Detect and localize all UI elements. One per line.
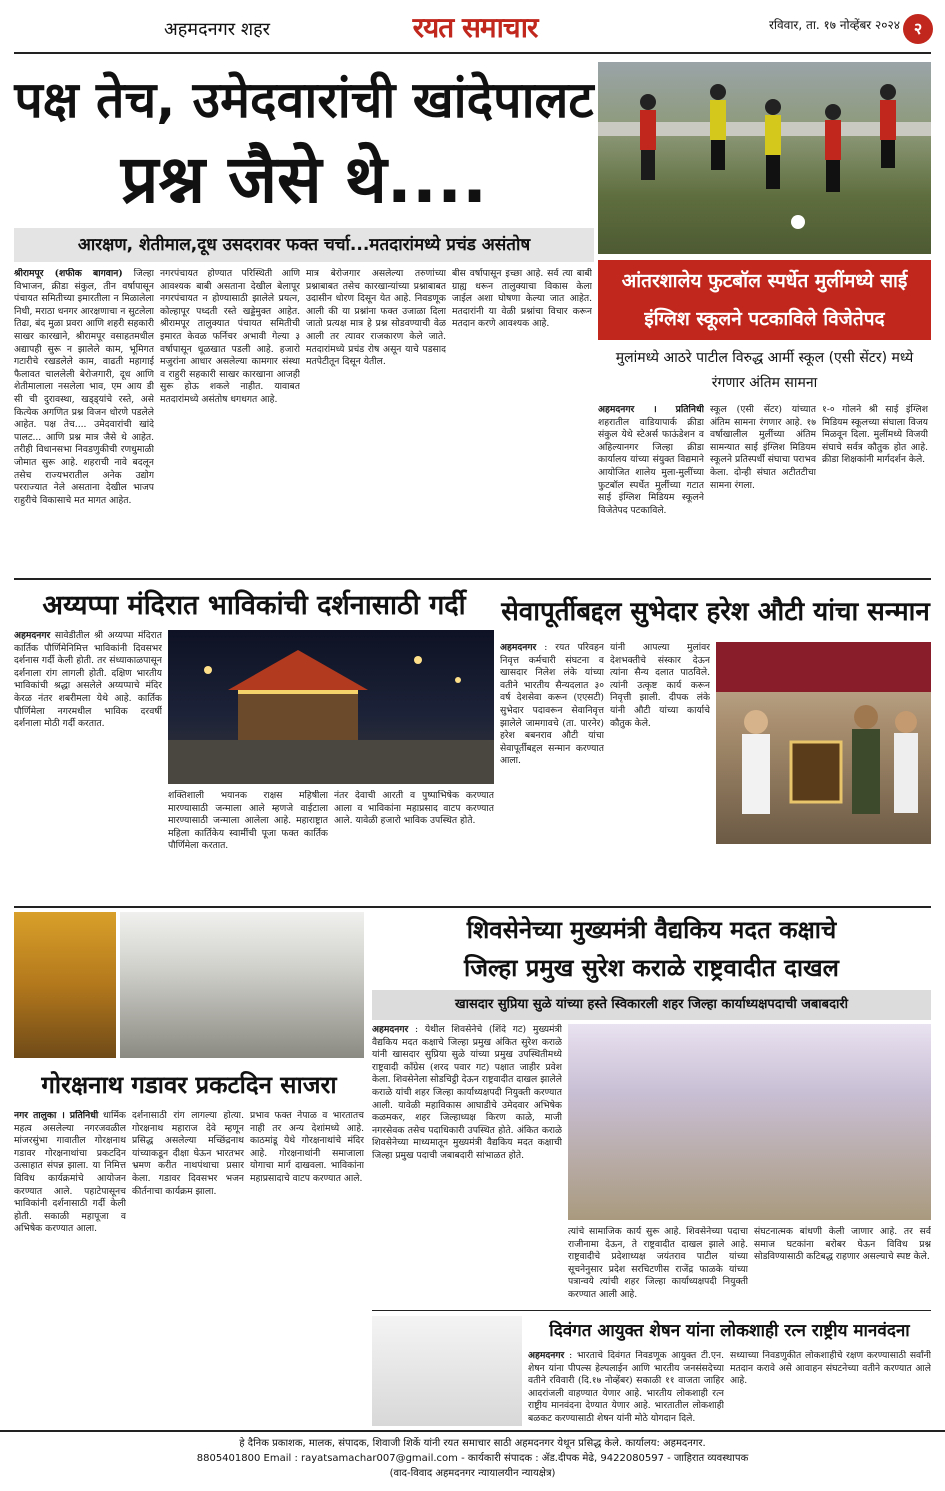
gorakshanath-column-3: प्रभाव फक्त नेपाळ व भारतातच नाही तर अन्य देशांमध्ये आहे. काठमांडू येथे गोरक्षनाथांचे मंदिर आहे. गोरक्षनाथांनी समाजाला योगाचा मार्ग दाखवला. भाविकांना महाप्रसादाचे वाटप करण्यात आले. — [250, 1110, 364, 1184]
felicitation-illustration — [716, 642, 931, 844]
shivsena-byline: अहमदनगर — [372, 1024, 409, 1035]
sevapurti-column-2: यांनी आपल्या मुलांवर देशभक्तीचे संस्कार देऊन त्यांना सैन्य दलात पाठविले. त्यांनी उत्कृष्ट कार्य करून निवृत्ती झाली. दीपक लंके यांनी औटी यांच्या कार्याचे कौतुक केले. — [610, 642, 710, 729]
lead-text-1: जिल्हा विभाजन, क्रीडा संकुल, तीन वर्षापासून पंचायत समितीच्या इमारतीला न मिळालेला निधी, मराठा धनगर आरक्षणाचा न सुटलेला तिढा, बंद मुळा प्रवरा आणि शहरी सहकारी साखर कारखाने, श्रीरामपूर वसाहतमधील अद्यापही सुरू न झालेले काम, भूमिगत गटारीचे रखडलेले काम, वाढती महागाई फैलावत चाललेली बेरोजगारी, दूध आणि शेतीमालाला नसलेला भाव, एम आय डी सी ची दुरावस्था, खड्ड्यांचे रस्ते, असे कित्येक अगणित प्रश्न विजन धोरणे पडलेले आहेत. पक्ष तेच.... उमेदवारांची खांदे पालट... आणि प्रश्न मात्र जैसे थे आहेत. तरीही विधानसभा निवडणुकीची रणधुमाळी जोमात सुरू आहे. शहराची नावे बदलून तसेच राज्यभरातील अनेक उद्योग परराज्यात नेले असताना देखील भाजप राहुरीचे विकासाचे मत मागत आहेत. — [14, 268, 154, 506]
football-subhead: मुलांमध्ये आठरे पाटील विरुद्ध आर्मी स्कूल (एसी सेंटर) मध्ये रंगणार अंतिम सामना — [615, 350, 914, 391]
page-number: २ — [903, 14, 933, 44]
sheshan-headline: दिवंगत आयुक्त शेषन यांना लोकशाही रत्न राष्ट्रीय मानवंदना — [549, 1321, 910, 1341]
masthead-rule — [14, 52, 931, 54]
section-rule-1 — [14, 578, 931, 580]
shivsena-headline-1: शिवसेनेच्या मुख्यमंत्री वैद्यकिय मदत कक्षाचे — [466, 916, 837, 944]
football-text-1: शहरातील वाडियापार्क क्रीडा संकुल येथे स्टेअर्स फाऊंडेशन व अहिल्यानगर जिल्हा क्रीडा कार्यालय यांच्या संयुक्त विद्यमाने आयोजित शालेय मुला-मुलींच्या फुटबॉल स्पर्धेत मुलींच्या गटात साई इंग्लिश मिडियम स्कूलने विजेतेपद पटकाविले. — [598, 416, 704, 516]
shivsena-column-2: त्यांचे सामाजिक कार्य सुरू आहे. शिवसेनेच्या पदाचा राजीनामा देऊन, ते राष्ट्रवादीत दाखल झाले आहे. राष्ट्रवादीचे प्रदेशाध्यक्ष जयंतराव पाटील यांच्या सूचनेनुसार प्रदेश सरचिटणीस राजेंद्र फाळके यांच्या पत्रान्वये त्यांची शहर जिल्हा कार्याध्यक्षपदी नियुक्ती करण्यात आली आहे. — [568, 1226, 748, 1300]
sheshan-byline: अहमदनगर — [528, 1350, 565, 1361]
football-byline: अहमदनगर । प्रतिनिधी — [598, 404, 704, 415]
imprint-footer — [0, 1432, 945, 1491]
lead-subhead: आरक्षण, शेतीमाल,दूध उसदरावर फक्त चर्चा...मतदारांमध्ये प्रचंड असंतोष — [14, 228, 594, 262]
shivsena-event-photo — [568, 1024, 931, 1220]
ayyappa-text-1: सावेडीतील श्री अय्यप्पा मंदिरात कार्तिक पौर्णिमेनिमित्त भाविकांनी दिवसभर दर्शनास गर्दी केली होती. तर संध्याकाळपासून दर्शनाला रांग लागली होती. दक्षिण भारतीय भाविकांची श्रद्धा असलेले अय्यप्पाचे मंदिर केरळ नंतर शबरीमला येथे आहे. कार्तिक पौर्णिमेला नगरमधील भाविक दरवर्षी दर्शनाला मोठी गर्दी करतात. — [14, 630, 162, 730]
lead-column-2: नगरपंचायत होण्यात परिस्थिती आणि आवश्यक बाबी असताना देखील बेलापूर नगरपंचायत न होण्यासाठी झालेले प्रयत्न, कोल्हापूर पध्दती रस्ते खड्डेमुक्त आहेत. श्रीरामपूर तालुक्यात पंचायत समितीची इमारत केवळ फर्निचर अभावी गेल्या ३ वर्षापासून धूळखात पडली आहे. हजारो मजुरांना आधार असलेल्या कामगार संस्था व राहुरी सहकारी साखर कारखाना आजही सुरू होऊ शकले नाहीत. यावाबत मतदारांमध्ये असंतोष धगधगत आहे. — [160, 268, 300, 405]
lead-column-1 — [14, 268, 154, 570]
football-players-illustration — [598, 62, 931, 254]
issue-date: रविवार, ता. १७ नोव्हेंबर २०२४ — [768, 18, 900, 32]
shivsena-subhead: खासदार सुप्रिया सुळे यांच्या हस्ते स्विकारली शहर जिल्हा कार्याध्यक्षपदाची जबाबदारी — [372, 990, 931, 1020]
shivsena-column-1 — [372, 1024, 562, 1220]
gorakshanath-text-1: धार्मिक महत्व असलेल्या नगरजवळील मांजरसुंभा गावातील गोरक्षनाथ गडावर गोरक्षनाथांचा प्रकटदिन उत्साहात संपन्न झाला. या निमित्त विविध कार्यक्रमांचे आयोजन करण्यात आले. पहाटेपासूनच भाविकांनी दर्शनासाठी गर्दी केली होती. सकाळी महापूजा व अभिषेक करण्यात आला. — [14, 1110, 126, 1235]
paper-title: रयत समाचार — [412, 11, 538, 44]
sevapurti-text-1: : रयत परिवहन निवृत्त कर्मचारी संघटना व खासदार निलेश लंके यांच्या वतीने भारतीय सैन्यदलात ३० वर्ष देशसेवा करून (एएसटी) सुभेदार पदावरून सेवानिवृत्त झालेले जामगावचे (ता. पारनेर) हरेश बबनराव औटी यांचा सेवापूर्तीबद्दल सन्मान करण्यात आला. — [500, 642, 604, 767]
lead-column-3: मात्र बेरोजगार असलेल्या तरुणांच्या प्रश्नाबाबत तसेच कारखान्यांच्या प्रश्नाबाबत उदासीन धोरण दिसून येत आहे. निवडणूक आली की या प्रश्नांना फक्त उजाळा दिला जातो प्रत्यक्ष मात्र हे प्रश्न सोडवण्याची वेळ आली तर त्यावर राजकारण केले जाते. मतदारांमध्ये प्रचंड रोष असून याचे पडसाद मतपेटीतून दिसून येतील. — [306, 268, 446, 368]
sheshan-column-2: सध्याच्या निवडणुकीत लोकशाहीचे रक्षण करण्यासाठी सर्वांनी मतदान करावे असे आवाहन संघटनेच्या वतीने करण्यात आले आहे. — [730, 1350, 931, 1387]
lead-column-4: बीस वर्षापासून इच्छा आहे. सर्व त्या बाबी ग्राह्य धरून तालुक्याचा विकास केला जाईल अशा घोषणा केल्या जात आहेत. मतदारांनी या वेळी प्रश्नांचा विचार करून मतदान करणे आवश्यक आहे. — [452, 268, 592, 330]
imprint-line-3: (वाद-विवाद अहमदनगर न्यायालयीन न्यायक्षेत्र) — [389, 1468, 556, 1479]
sevapurti-byline: अहमदनगर — [500, 642, 537, 653]
shivsena-headline-2: जिल्हा प्रमुख सुरेश कराळे राष्ट्रवादीत दाखल — [464, 954, 839, 982]
sheshan-column-1 — [528, 1350, 724, 1428]
gorakshanath-group-photo — [120, 912, 364, 1058]
ayyappa-column-2: शक्तिशाली भयानक राक्षस महिषीला मारण्यासाठी जन्माला आले म्हणजे वाईटाला मारण्यासाठी जन्माला आलेला आहे. महाराष्ट्रात महिला कार्तिकेय स्वामींची पूजा फक्त कार्तिक पौर्णिमेला करतात. — [168, 790, 328, 852]
gorakshanath-byline: नगर तालुका । प्रतिनिधी — [14, 1110, 99, 1121]
ayyappa-column-3: नंतर देवाची आरती व पुष्पाभिषेक करण्यात आला व भाविकांना महाप्रसाद वाटप करण्यात आले. यावेळी हजारो भाविक उपस्थित होते. — [334, 790, 494, 827]
ayyappa-column-1 — [14, 630, 162, 900]
gorakshanath-column-1 — [14, 1110, 126, 1426]
imprint-line-2: 8805401800 Email : rayatsamachar007@gmail.com - कार्यकारी संपादक : ॲड.दीपक मेढे, 9422080597 - जाहिरात व्यवस्थापक — [196, 1453, 749, 1464]
imprint-line-1: हे दैनिक प्रकाशक, मालक, संपादक, शिवाजी शिर्के यांनी रयत समाचार साठी अहमदनगर येथून प्रसिद्ध केले. कार्यालय: अहमदनगर. — [239, 1438, 706, 1449]
football-column-2: स्कूल (एसी सेंटर) यांच्यात अंतिम सामना रंगणार आहे. १७ वर्षाखालील मुलींच्या अंतिम सामन्यात साई इंग्लिश मिडियम स्कूलने प्रतिस्पर्धी संघाचा पराभव केला. दोन्ही संघात अटीतटीचा सामना रंगला. — [710, 404, 816, 491]
temple-illustration — [168, 630, 494, 784]
football-headline: आंतरशालेय फुटबॉल स्पर्धेत मुलींमध्ये साई इंग्लिश स्कूलने पटकाविले विजेतेपद — [598, 260, 931, 340]
section-label: अहमदनगर शहर — [164, 19, 270, 40]
ayyappa-headline: अय्यप्पा मंदिरात भाविकांची दर्शनासाठी गर्दी — [42, 590, 466, 621]
gorakshanath-headline: गोरक्षनाथ गडावर प्रकटदिन साजरा — [41, 1071, 337, 1099]
section-rule-2 — [14, 906, 931, 908]
shivsena-text-1: : येथील शिवसेनेचे (शिंदे गट) मुख्यमंत्री वैद्यकिय मदत कक्षाचे जिल्हा प्रमुख अंकित सुरेश कराळे यांनी खासदार सुप्रिया सुळे यांच्या प्रमुख उपस्थितीमध्ये राष्ट्रवादी काँग्रेस (शरद पवार गट) पक्षात जाहीर प्रवेश केला. शिवसेनेला सोडचिट्ठी देऊन राष्ट्रवादीत दाखल झालेले कराळे यांची शहर जिल्हा कार्याध्यक्षपदी नियुक्ती करण्यात आली. यावेळी महाविकास आघाडीचे उमेदवार अभिषेक कळमकर, शहर जिल्हाध्यक्ष किरण काळे, माजी नगरसेवक तसेच पदाधिकारी उपस्थित होते. अंकित कराळे शिवसेनेच्या माध्यमातून मुख्यमंत्री वैद्यकिय मदत कक्षाची जिल्हा प्रमुख पदाची जबाबदारी सांभाळत होते. — [372, 1024, 562, 1161]
shivsena-column-3: संघटनात्मक बांधणी केली जाणार आहे. तर सर्व समाज घटकांना बरोबर घेऊन विविध प्रश्न सोडविण्यासाठी कटिबद्ध राहणार असल्याचे स्पष्ट केले. — [754, 1226, 931, 1263]
football-photo — [598, 62, 931, 254]
football-column-3: १-० गोलने श्री साई इंग्लिश मिडियम स्कूलच्या संघाला विजय मिळवून दिला. मुलींमध्ये विजयी संघाचे सर्वत्र कौतुक होत आहे. क्रीडा शिक्षकांनी मार्गदर्शन केले. — [822, 404, 928, 466]
sheshan-text-1: : भारताचे दिवंगत निवडणूक आयुक्त टी.एन. शेषन यांना पीपल्स हेल्पलाईन आणि भारतीय जनसंसदेच्या वतीने रविवारी (दि.१७ नोव्हेंबर) सकाळी ११ वाजता जाहिर आदरांजली वाहण्यात येणार आहे. भारतीय लोकशाही रत्न राष्ट्रीय मानवंदना देण्यात येणार आहे. भारतातील लोकशाही बळकट करण्यासाठी शेषन यांनी मोठे योगदान दिले. — [528, 1350, 724, 1424]
lead-headline-2: प्रश्न जैसे थे.... — [120, 141, 488, 218]
sevapurti-headline: सेवापूर्तीबद्दल सुभेदार हरेश औटी यांचा सन्मान — [501, 597, 930, 627]
football-column-1 — [598, 404, 704, 572]
gorakshanath-idol-photo — [14, 912, 116, 1058]
lead-byline: श्रीरामपूर (शफीक बागवान) — [14, 268, 123, 279]
sevapurti-column-1 — [500, 642, 604, 900]
lead-headline-1: पक्ष तेच, उमेदवारांची खांदेपालट — [14, 71, 594, 129]
gorakshanath-column-2: दर्शनासाठी रांग लागल्या होत्या. गोरक्षनाथ महाराज देवे म्हणून प्रसिद्ध असलेल्या मच्छिंद्रनाथ यांच्याकडून दीक्षा घेऊन भारतभर भ्रमण करीत नाथपंथाचा प्रसार केला. गडावर दिवसभर भजन कीर्तनाचा कार्यक्रम झाला. — [132, 1110, 244, 1197]
section-rule-3 — [372, 1310, 931, 1311]
ayyappa-byline: अहमदनगर — [14, 630, 51, 641]
ayyappa-temple-photo — [168, 630, 494, 784]
sheshan-portrait-photo — [372, 1316, 522, 1426]
sevapurti-photo — [716, 642, 931, 844]
